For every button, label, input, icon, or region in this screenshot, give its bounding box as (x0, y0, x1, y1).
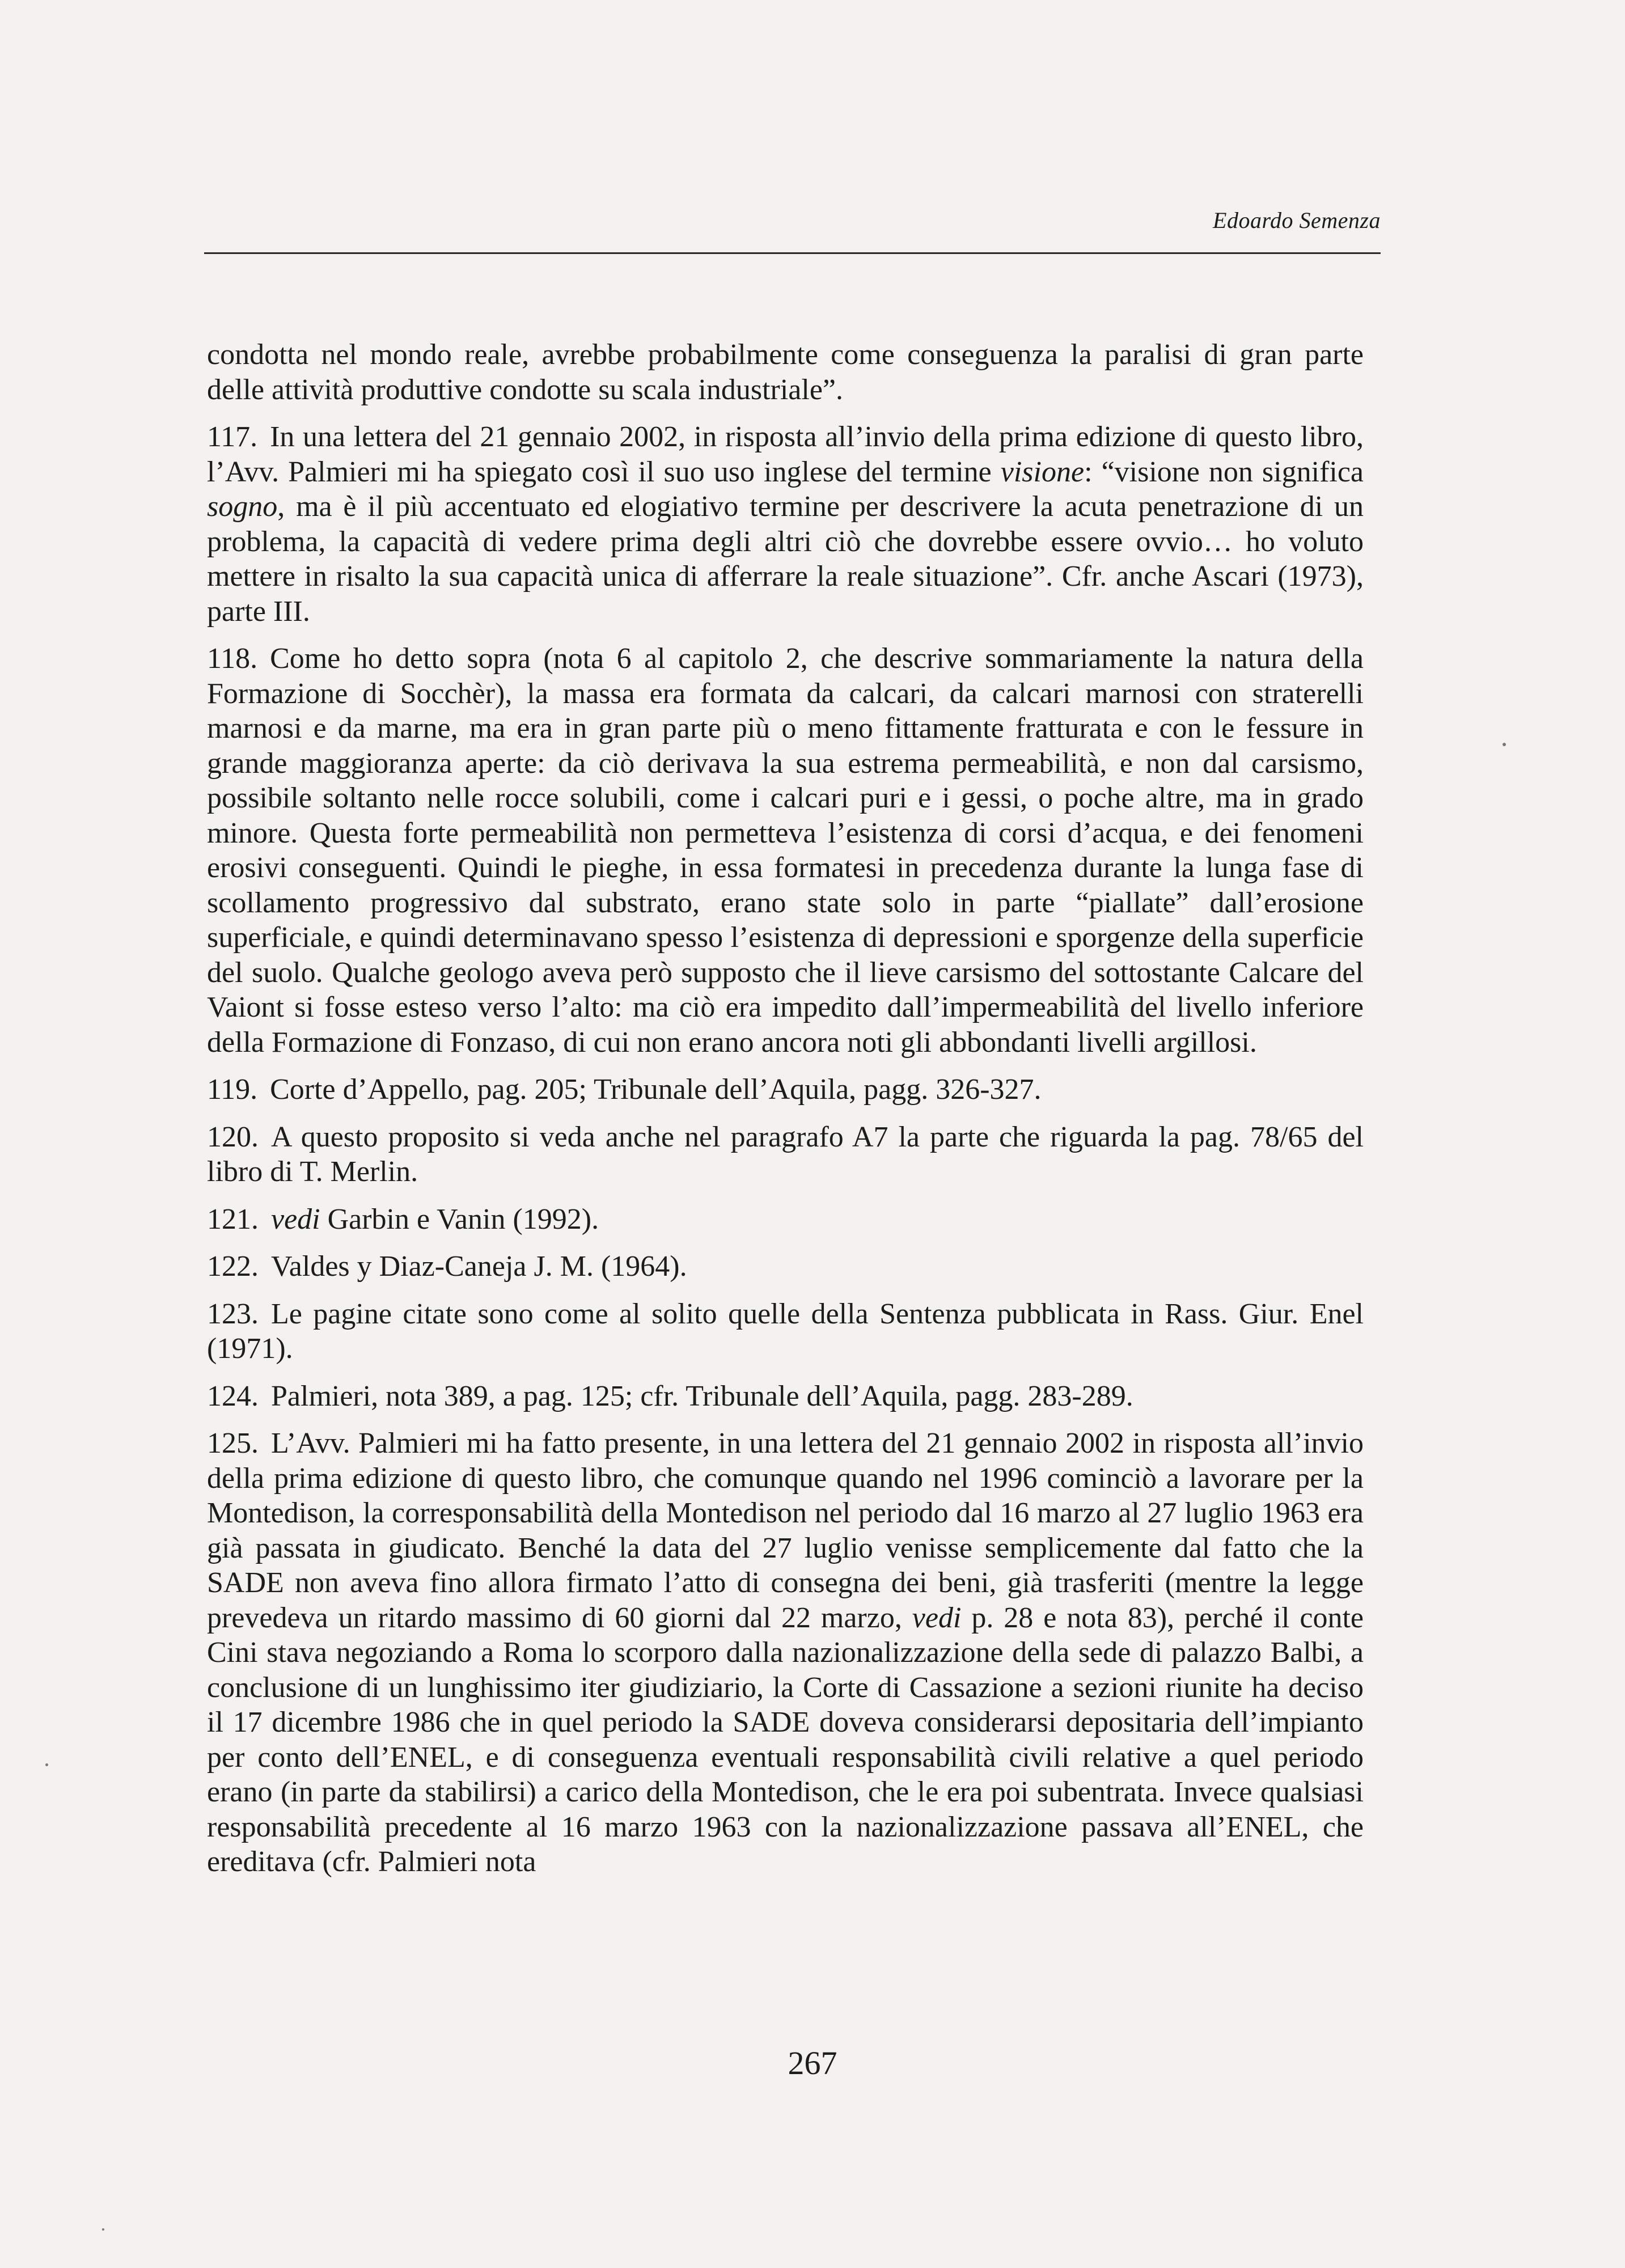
note-text-italic: vedi (271, 1203, 320, 1235)
scan-speck (102, 2228, 104, 2231)
note-117 (207, 420, 1364, 629)
note-text: Come ho detto sopra (nota 6 al capitolo 2, che descrive sommariamente la natura della Formazione di Socchèr), la massa era formata da calcari, da calcari marnosi con straterelli marnosi e da marne, ma era in gran parte più o meno fittamente fratturata e con le fessure in grande maggioranza aperte: da ciò derivava la sua estrema permeabilità, e non dal carsismo, possibile soltanto nelle rocce solubili, come i calcari puri e i gessi, o poche altre, ma in grado minore. Questa forte permeabilità non permetteva l’esistenza di corsi d’acqua, e dei fenomeni erosivi conseguenti. Quindi le pieghe, in essa formatesi in precedenza durante la lunga fase di scollamento progressivo dal substrato, erano state solo in parte “piallate” dall’erosione superficiale, e quindi determinavano spesso l’esistenza di depressioni e sporgenze della superficie del suolo. Qualche geologo aveva però supposto che il lieve carsismo del sottostante Calcare del Vaiont si fosse esteso verso l’alto: ma ciò era impedito dall’impermeabilità del livello inferiore della Formazione di Fonzaso, di cui non erano ancora noti gli abbondanti livelli argillosi. (207, 642, 1364, 1059)
note-number: 125. (207, 1427, 259, 1459)
scan-speck (45, 1763, 48, 1766)
note-number: 123. (207, 1297, 259, 1330)
note-number: 119. (207, 1073, 258, 1106)
note-120 (207, 1120, 1364, 1190)
note-number: 120. (207, 1120, 259, 1153)
note-text: A questo proposito si veda anche nel paragrafo A7 la parte che riguarda la pag. 78/65 del libro di T. Merlin. (207, 1120, 1364, 1188)
running-header (204, 196, 1381, 258)
note-text-italic: sogno (207, 490, 278, 523)
note-number: 121. (207, 1203, 259, 1235)
notes-body (207, 337, 1364, 1892)
note-text: : “visione non significa (1084, 455, 1364, 488)
note-125 (207, 1426, 1364, 1880)
note-122 (207, 1249, 1364, 1284)
note-text: Le pagine citate sono come al solito quelle della Sentenza pubblicata in Rass. Giur. Enel (1971). (207, 1297, 1364, 1365)
note-text: p. 28 e nota 83), perché il conte Cini stava negoziando a Roma lo scorporo dalla nazionalizzazione della sede di palazzo Balbi, a conclusione di un lunghissimo iter giudiziario, la Corte di Cassazione a sezioni riunite ha deciso il 17 dicembre 1986 che in quel periodo la SADE doveva considerarsi depositaria dell’impianto per conto dell’ENEL, e di conseguenza eventuali responsabilità civili relative a quel periodo erano (in parte da stabilirsi) a carico della Montedison, che le era poi subentrata. Invece qualsiasi responsabilità precedente al 16 marzo 1963 con la nazionalizzazione passava all’ENEL, che ereditava (cfr. Palmieri nota (207, 1601, 1364, 1878)
header-author: Edoardo Semenza (1213, 208, 1381, 233)
note-number: 124. (207, 1380, 259, 1412)
note-text: Corte d’Appello, pag. 205; Tribunale dell’Aquila, pagg. 326-327. (270, 1073, 1042, 1106)
note-text: Garbin e Vanin (1992). (320, 1203, 599, 1235)
scan-speck (1503, 743, 1506, 746)
note-number: 117. (207, 421, 258, 453)
note-text: Palmieri, nota 389, a pag. 125; cfr. Tribunale dell’Aquila, pagg. 283-289. (271, 1380, 1133, 1412)
note-continuation (207, 337, 1364, 407)
note-number: 122. (207, 1250, 259, 1283)
note-text: In una lettera del 21 gennaio 2002, in risposta all’invio della prima edizione di questo libro, l’Avv. Palmieri mi ha spiegato così il suo uso inglese del termine (207, 421, 1364, 488)
note-118 (207, 641, 1364, 1060)
note-number: 118. (207, 642, 258, 675)
note-121 (207, 1202, 1364, 1237)
note-text: , ma è il più accentuato ed elogiativo termine per descrivere la acuta penetrazione di un problema, la capacità di vedere prima degli altri ciò che dovrebbe essere ovvio… ho voluto mettere in risalto la sua capacità unica di afferrare la reale situazione”. Cfr. anche Ascari (1973), parte III. (207, 490, 1364, 628)
note-123 (207, 1297, 1364, 1366)
note-text: condotta nel mondo reale, avrebbe probabilmente come conseguenza la paralisi di gran parte delle attività produttive condotte su scala industriale”. (207, 338, 1364, 406)
header-rule (204, 252, 1381, 254)
page-number: 267 (788, 2045, 837, 2081)
note-text-italic: vedi (912, 1601, 962, 1634)
note-text-italic: visione (1000, 455, 1085, 488)
note-124 (207, 1379, 1364, 1414)
note-119 (207, 1072, 1364, 1107)
note-text: Valdes y Diaz-Caneja J. M. (1964). (271, 1250, 687, 1283)
note-text: L’Avv. Palmieri mi ha fatto presente, in una lettera del 21 gennaio 2002 in risposta all’invio della prima edizione di questo libro, che comunque quando nel 1996 cominciò a lavorare per la Montedison, la corresponsabilità della Montedison nel periodo dal 16 marzo al 27 luglio 1963 era già passata in giudicato. Benché la data del 27 luglio venisse semplicemente dal fatto che la SADE non aveva fino allora firmato l’atto di consegna dei beni, già trasferiti (mentre la legge prevedeva un ritardo massimo di 60 giorni dal 22 marzo, (207, 1427, 1364, 1634)
